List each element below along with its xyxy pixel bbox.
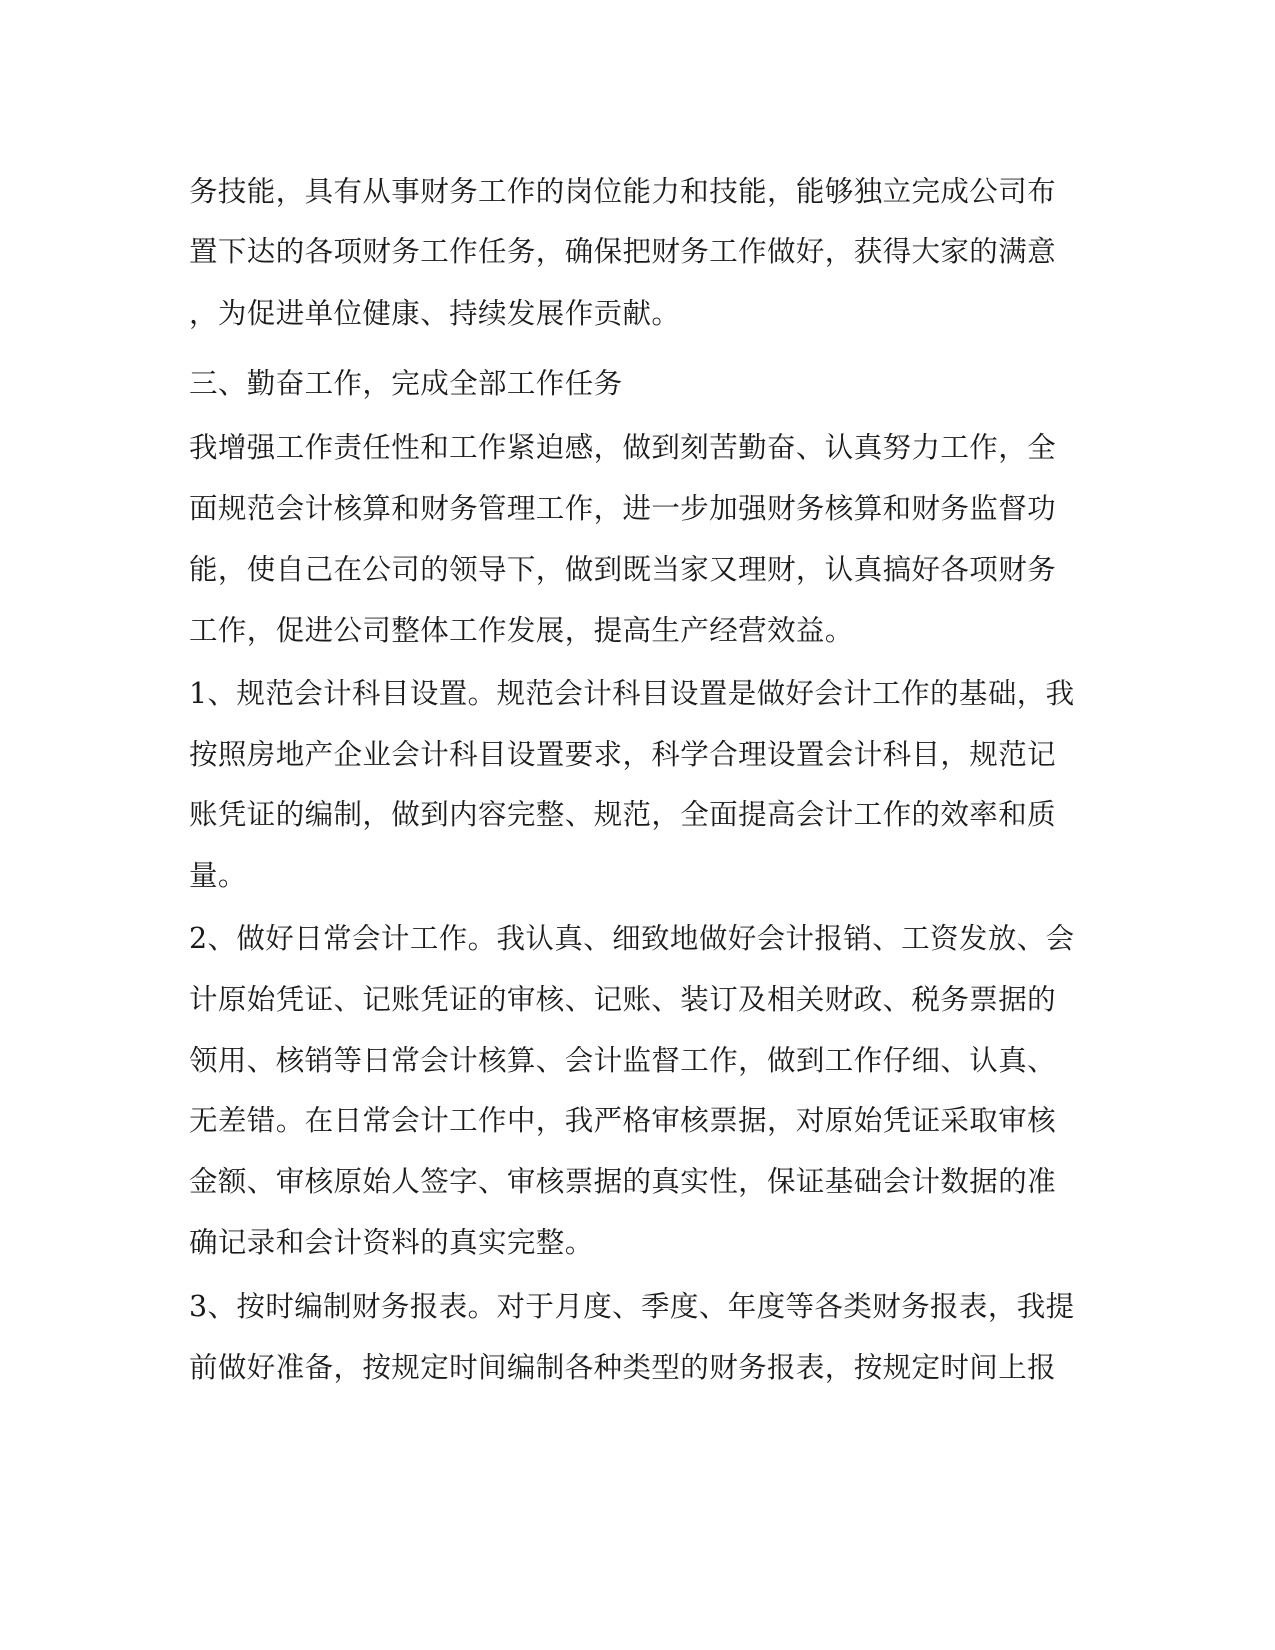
text-line: 按照房地产企业会计科目设置要求，科学合理设置会计科目，规范记: [189, 738, 1057, 771]
text-line: 计原始凭证、记账凭证的审核、记账、装订及相关财政、税务票据的: [189, 983, 1057, 1016]
text-line: 面规范会计核算和财务管理工作，进一步加强财务核算和财务监督功: [189, 492, 1057, 525]
text-line: 置下达的各项财务工作任务，确保把财务工作做好，获得大家的满意: [189, 235, 1057, 268]
text-line: 金额、审核原始人签字、审核票据的真实性，保证基础会计数据的准: [189, 1165, 1057, 1198]
text-line: 能，使自己在公司的领导下，做到既当家又理财，认真搞好各项财务: [189, 553, 1057, 586]
text-line: 2、做好日常会计工作。我认真、细致地做好会计报销、工资发放、会: [189, 922, 1075, 955]
text-line: 1、规范会计科目设置。规范会计科目设置是做好会计工作的基础，我: [189, 677, 1075, 710]
text-line: 前做好准备，按规定时间编制各种类型的财务报表，按规定时间上报: [189, 1351, 1057, 1384]
text-line: 账凭证的编制，做到内容完整、规范，全面提高会计工作的效率和质: [189, 798, 1057, 831]
section-heading: 三、勤奋工作，完成全部工作任务: [189, 367, 623, 400]
text-line: 务技能，具有从事财务工作的岗位能力和技能，能够独立完成公司布: [189, 175, 1057, 208]
text-line: 确记录和会计资料的真实完整。: [189, 1226, 594, 1259]
text-line: 工作，促进公司整体工作发展，提高生产经营效益。: [189, 614, 854, 647]
text-line: ，为促进单位健康、持续发展作贡献。: [189, 297, 681, 330]
text-line: 无差错。在日常会计工作中，我严格审核票据，对原始凭证采取审核: [189, 1104, 1057, 1137]
text-line: 3、按时编制财务报表。对于月度、季度、年度等各类财务报表，我提: [189, 1290, 1075, 1323]
text-line: 领用、核销等日常会计核算、会计监督工作，做到工作仔细、认真、: [189, 1044, 1057, 1077]
text-line: 量。: [189, 859, 247, 892]
text-line: 我增强工作责任性和工作紧迫感，做到刻苦勤奋、认真努力工作，全: [189, 431, 1057, 464]
